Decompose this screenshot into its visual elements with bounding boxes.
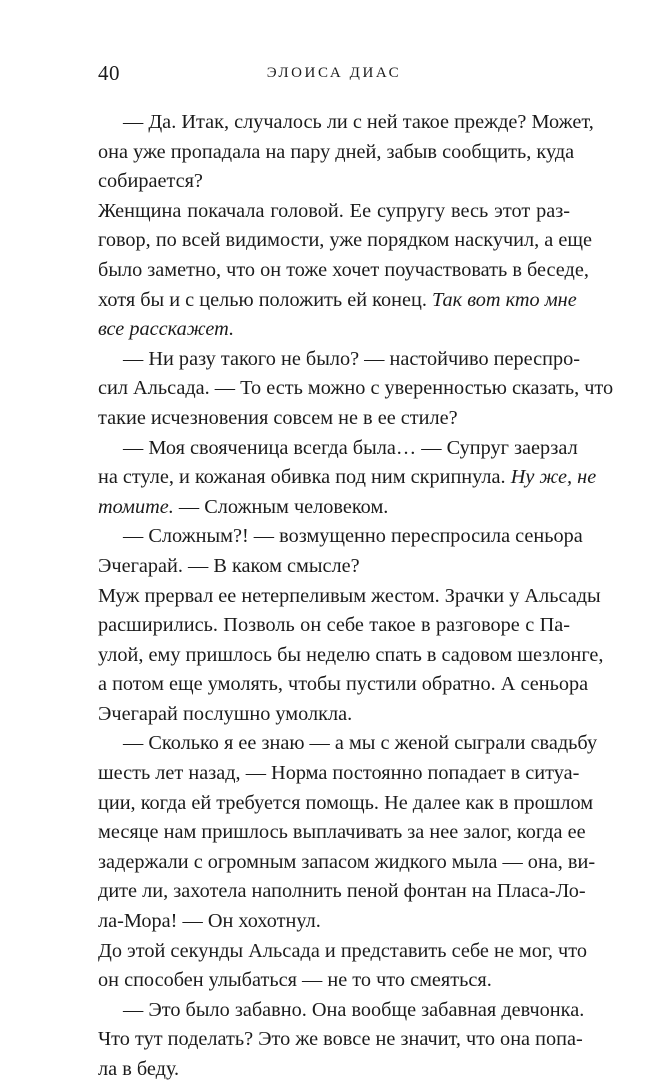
italic-segment: Ну же, не: [510, 466, 597, 489]
text-line: а потом еще умолять, чтобы пустили обратно. А сеньора: [98, 673, 589, 696]
text-line: До этой секунды Альсада и представить себе не мог, что: [98, 939, 587, 962]
text-line: Эчегарай послушно умолкла.: [98, 702, 353, 725]
text-line: улой, ему пришлось бы неделю спать в садовом шезлонге,: [98, 643, 604, 666]
text-line: Женщина покачала головой. Ее супругу весь этот раз-: [98, 199, 570, 222]
text-line: задержали с огромным запасом жидкого мыла — она, ви-: [98, 850, 596, 873]
text-line: он способен улыбаться — не то что смеяться.: [98, 969, 492, 992]
text-line: — Моя свояченица всегда была… — Супруг заерзал: [123, 436, 578, 459]
text-line: было заметно, что он тоже хочет поучаствовать в беседе,: [98, 258, 589, 281]
text-line: такие исчезновения совсем не в ее стиле?: [98, 406, 458, 429]
text-line: ла в беду.: [98, 1058, 180, 1080]
text-line: — Сколько я ее знаю — а мы с женой сыграли свадьбу: [123, 732, 598, 755]
text-line: собирается?: [98, 170, 203, 193]
text-line: месяце нам пришлось выплачивать за нее залог, когда ее: [98, 821, 586, 844]
text-line: — Да. Итак, случалось ли с ней такое прежде? Может,: [123, 111, 594, 133]
text-segment: на стуле, и кожаная обивка под ним скрипнула.: [98, 466, 506, 489]
text-line: [98, 286, 577, 316]
text-line: — Это было забавно. Она вообще забавная девчонка.: [123, 998, 585, 1021]
text-line: дите ли, захотела наполнить пеной фонтан на Пласа-Ло-: [98, 880, 586, 903]
text-line: она уже пропадала на пару дней, забыв сообщить, куда: [98, 140, 575, 163]
text-line: ции, когда ей требуется помощь. Не далее как в прошлом: [98, 791, 594, 814]
text-line: ла-Мора! — Он хохотнул.: [98, 910, 321, 933]
text-segment: — Сложным человеком.: [178, 495, 389, 518]
text-line: — Ни разу такого не было? — настойчиво переспро-: [123, 347, 581, 370]
text-line: Эчегарай. — В каком смысле?: [98, 554, 360, 577]
text-line: сил Альсада. — То есть можно с уверенностью сказать, что: [98, 377, 614, 400]
text-line: [98, 493, 570, 523]
text-line: говор, по всей видимости, уже порядком наскучил, а еще: [98, 229, 592, 252]
text-line: все расскажет.: [98, 318, 235, 341]
body-text: [98, 108, 614, 1085]
page-number: 40: [98, 61, 120, 85]
italic-segment: Так вот кто мне: [431, 288, 577, 311]
text-line: расширились. Позволь он себе такое в разговоре с Па-: [98, 614, 570, 637]
text-line: Муж прервал ее нетерпеливым жестом. Зрачки у Альсады: [98, 584, 601, 607]
text-line: Что тут поделать? Это же вовсе не значит, что она попа-: [98, 1028, 583, 1051]
text-line: — Сложным?! — возмущенно переспросила сеньора: [123, 525, 583, 548]
text-line: шесть лет назад, — Норма постоянно попадает в ситуа-: [98, 762, 580, 785]
text-segment: хотя бы и с целью положить ей конец.: [98, 288, 427, 311]
italic-segment: томите.: [98, 495, 174, 518]
running-head: ЭЛОИСА ДИАС: [266, 65, 402, 81]
text-line: [98, 463, 597, 493]
page-header: [98, 61, 570, 87]
